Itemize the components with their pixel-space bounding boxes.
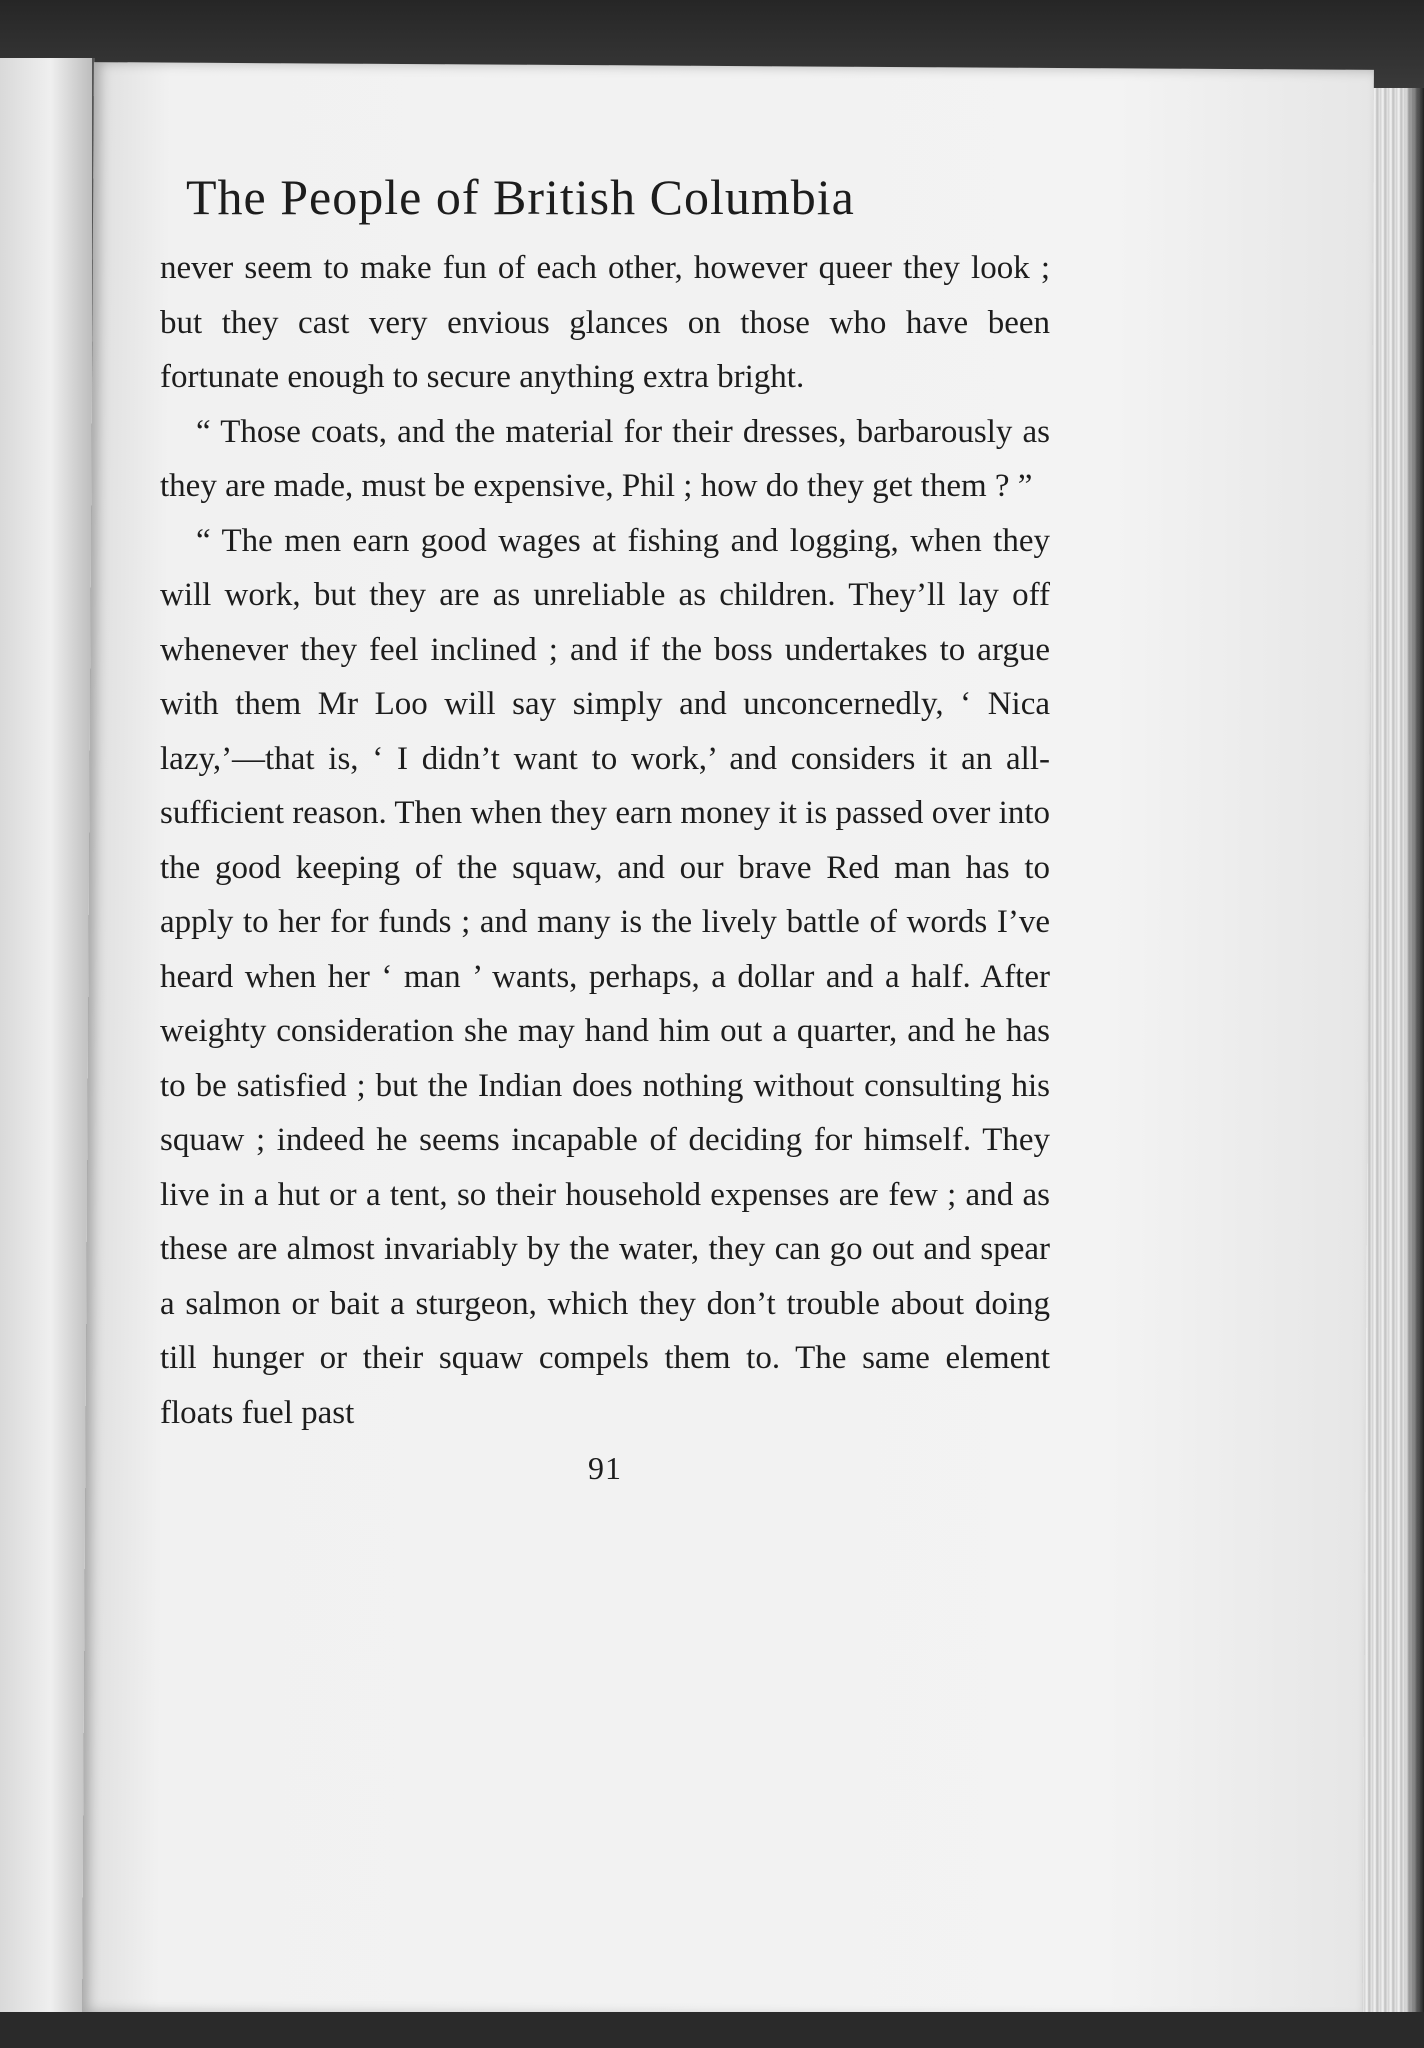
page-content — [160, 170, 1050, 1487]
running-head: The People of British Columbia — [186, 169, 855, 225]
facing-page-edge — [0, 58, 95, 2018]
edge-shadow — [1404, 88, 1424, 2028]
paragraph-question: “ Those coats, and the material for their dresses, barbarously as they are made, must be expensive, Phil ; how do they get them ? ” — [160, 413, 1050, 504]
scan-background-bottom — [0, 2012, 1424, 2048]
paragraph-answer: “ The men earn good wages at fishing and logging, when they will work, but they are as unreliable as children. They’ll lay off whenever they feel inclined ; and if the boss undertakes to argue with them Mr Loo will say simply and unconcernedly, ‘ Nica lazy,’—that is, ‘ I didn’t want to work,’ and considers it an all-sufficient reason. Then when they earn money it is passed over into the good keeping of the squaw, and our brave Red man has to apply to her for funds ; and many is the lively battle of words I’ve heard when her ‘ man ’ wants, perhaps, a dollar and a half. After weighty consideration she may hand him out a quarter, and he has to be satisfied ; but the Indian does nothing without consulting his squaw ; indeed he seems incapable of deciding for himself. They live in a hut or a tent, so their household expenses are few ; and as these are almost invariably by the water, they can go out and spear a salmon or bait a sturgeon, which they don’t trouble about doing till hunger or their squaw compels them to. The same element floats fuel past — [160, 522, 1050, 1431]
body-text — [160, 241, 1050, 1440]
paragraph-continued: never seem to make fun of each other, however queer they look ; but they cast very envious glances on those who have been fortunate enough to secure anything extra bright. — [160, 250, 1050, 395]
page-number: 91 — [588, 1450, 622, 1486]
